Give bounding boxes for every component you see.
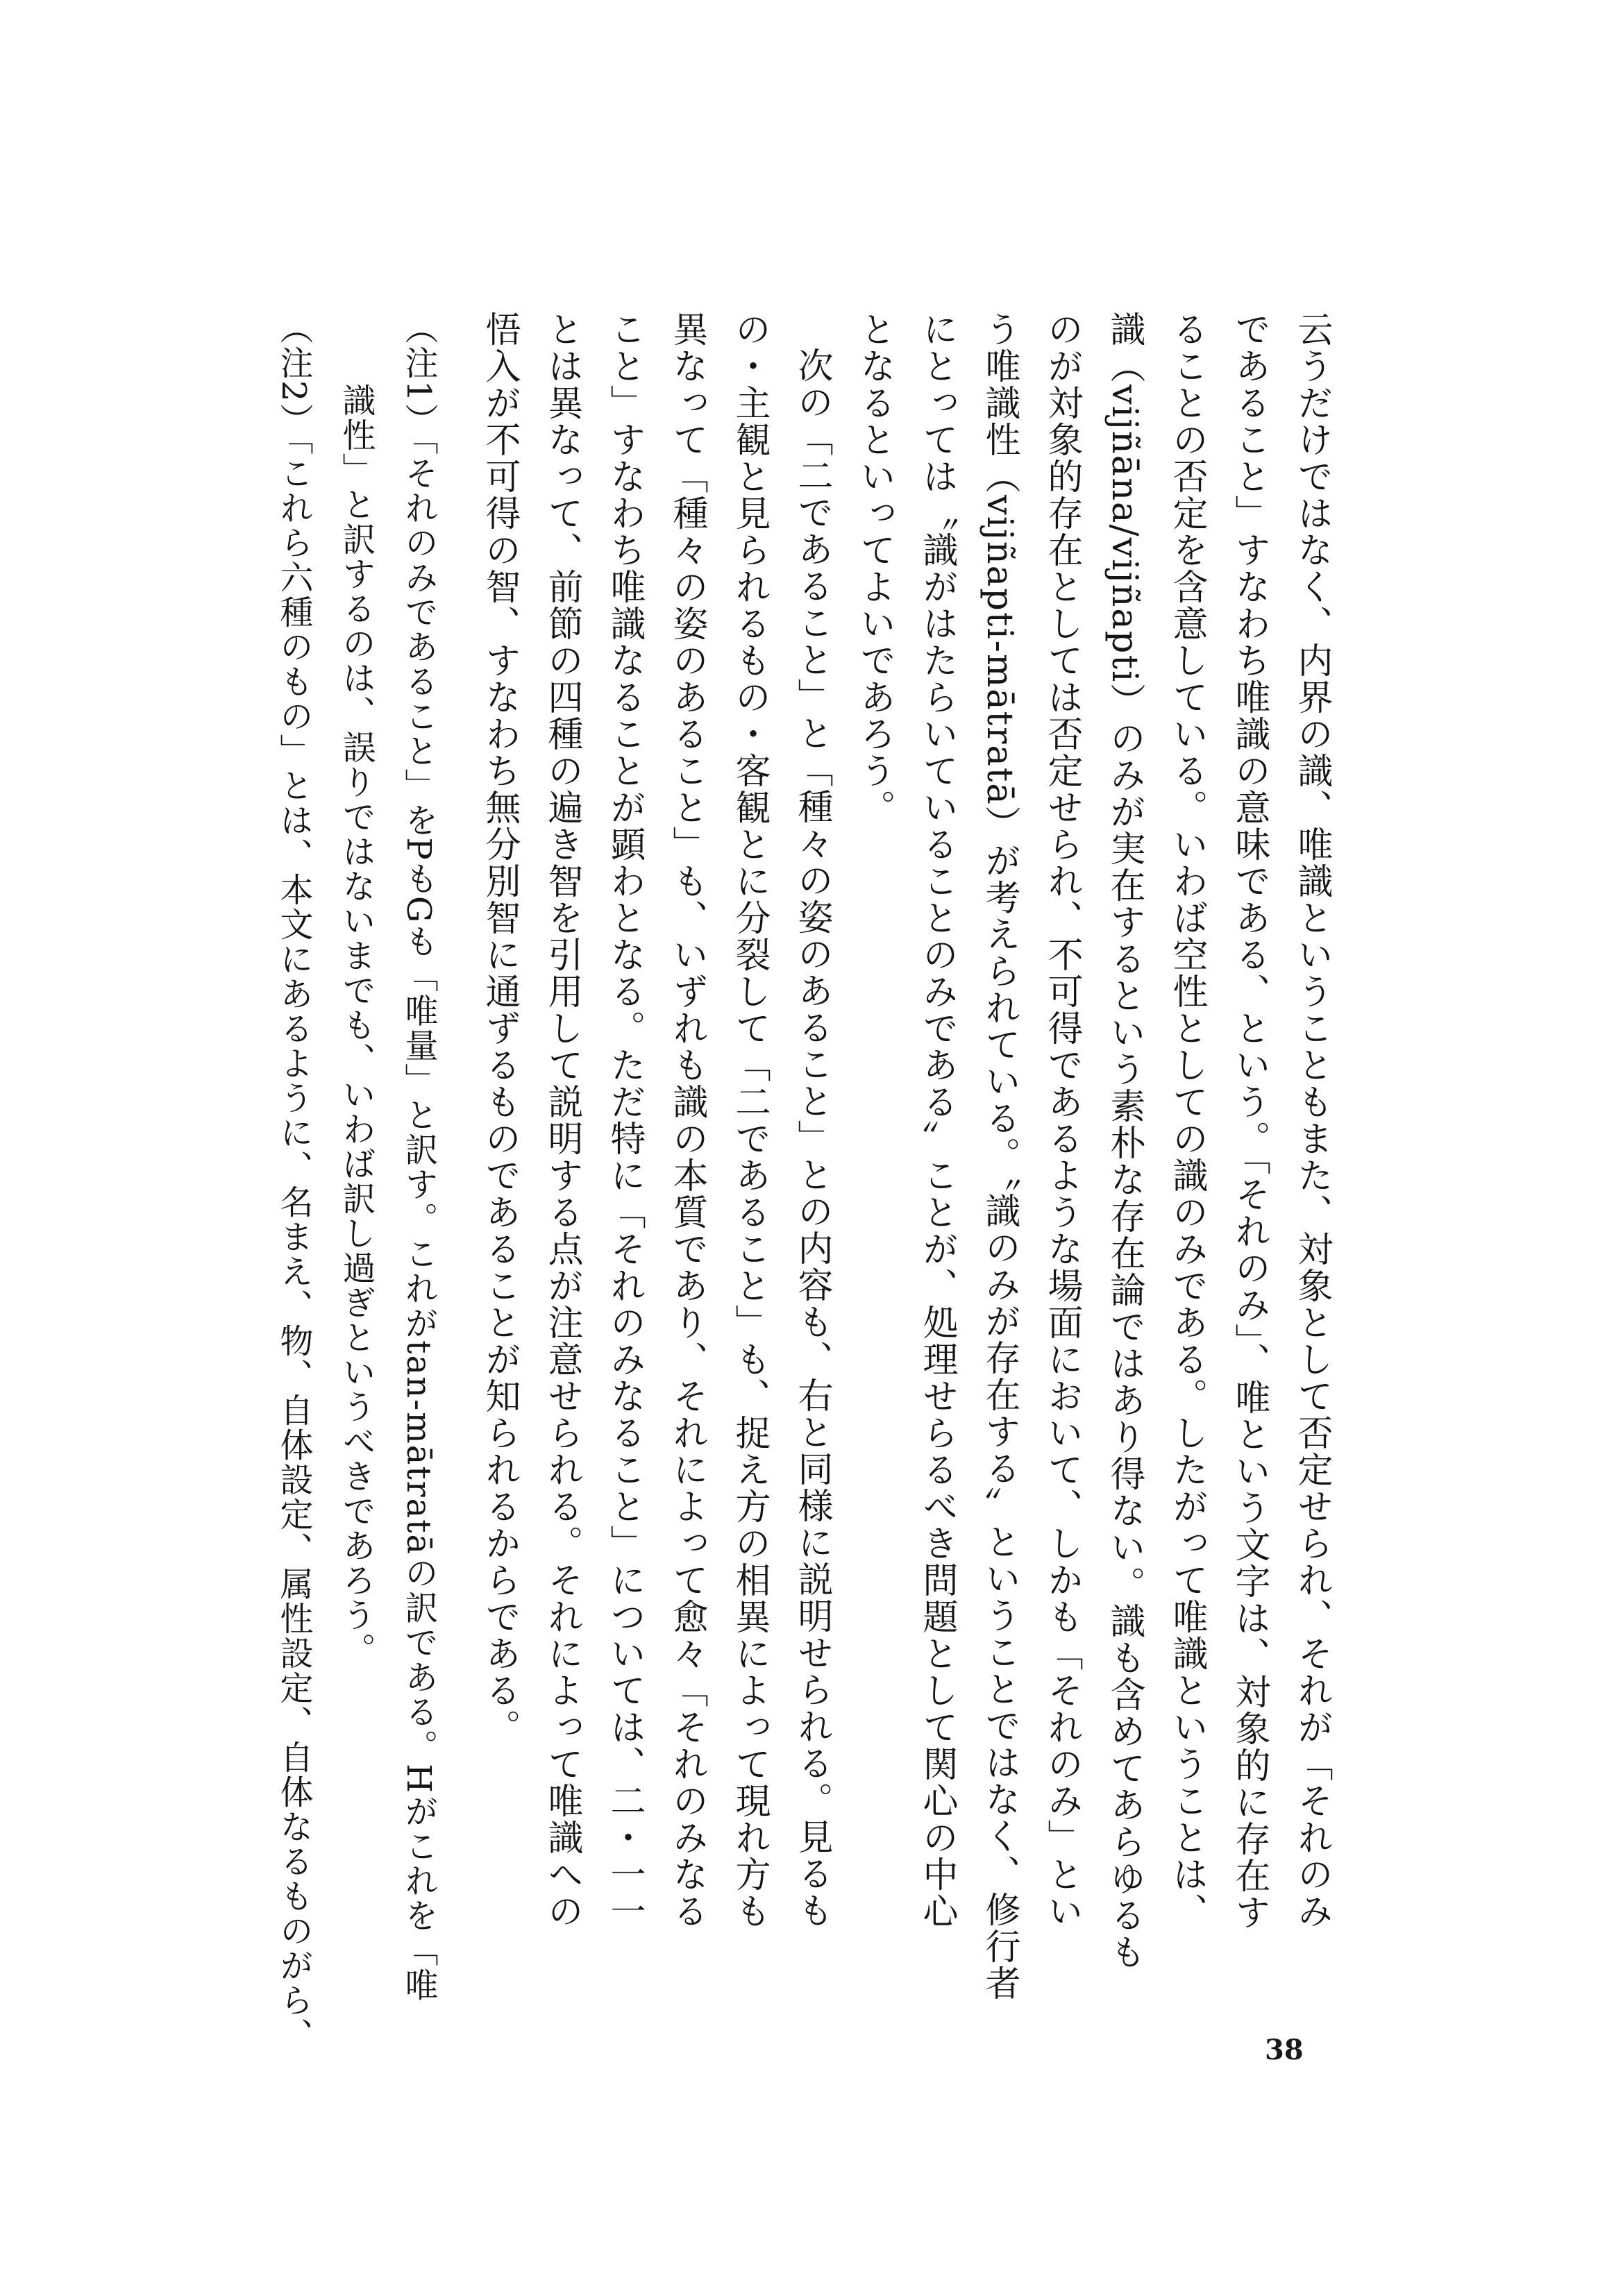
footnote-2: （注2）「これら六種のもの」とは、本文にあるように、名まえ、物、自体設定、属性設定、自体なるものがら、 (274, 311, 313, 2052)
text-column: 云うだけではなく、内界の識、唯識ということもまた、対象として否定せられ、それが「それのみ (1291, 311, 1332, 1930)
text-column: 悟入が不可得の智、すなわち無分別智に通ずるものであることが知られるからである。 (479, 311, 520, 1746)
page-number: 38 (1265, 2034, 1304, 2066)
text-column: のが対象的存在としては否定せられ、不可得であるような場面において、しかも「それのみ」とい (1041, 311, 1082, 1930)
text-column: にとっては〝識がはたらいていることのみである〟ことが、処理せらるべき問題として関心の中心 (916, 311, 957, 1930)
text-column: であること」すなわち唯識の意味である、という。「それのみ」、唯という文字は、対象的に存在す (1229, 311, 1270, 1931)
text-column: 異なって「種々の姿のあること」も、いずれも識の本質であり、それによって愈々「それのみなる (666, 311, 707, 1930)
text-column: ることの否定を含意している。いわば空性としての識のみである。したがって唯識ということは、 (1166, 311, 1207, 1930)
note-separator (450, 311, 468, 2011)
text-column: の・主観と見られるもの・客観とに分裂して「二であること」も、捉え方の相異によって現れ方も (729, 311, 770, 1930)
text-column-paragraph-start: 次の「二であること」と「種々の姿のあること」との内容も、右と同様に説明せられる。見るも (791, 347, 832, 1929)
text-column: 識（vijñāna/vijñapti）のみが実在するという素朴な存在論ではあり得ない。識も含めてあらゆるも (1104, 311, 1145, 1971)
text-column: とは異なって、前節の四種の遍き智を引用して説明する点が注意せられる。それによって唯識への (541, 311, 582, 1930)
text-column: う唯識性（vijñapti-mātratā）が考えられている。〝識のみが存在する〟ということではなく、修行者 (979, 311, 1020, 2002)
text-column: こと」すなわち唯識なることが顕わとなる。ただ特に「それのみなること」については、二・一一 (604, 311, 645, 1930)
text-column: となるといってよいであろう。 (854, 311, 895, 826)
footnote-1-continuation: 識性」と訳するのは、誤りではないまでも、いわば訳し過ぎというべきであろう。 (337, 383, 376, 1667)
footnote-1: （注1）「それのみであること」をPもGも「唯量」と訳す。これがtan-mātratāの訳である。Hがこれを「唯 (399, 311, 438, 2002)
